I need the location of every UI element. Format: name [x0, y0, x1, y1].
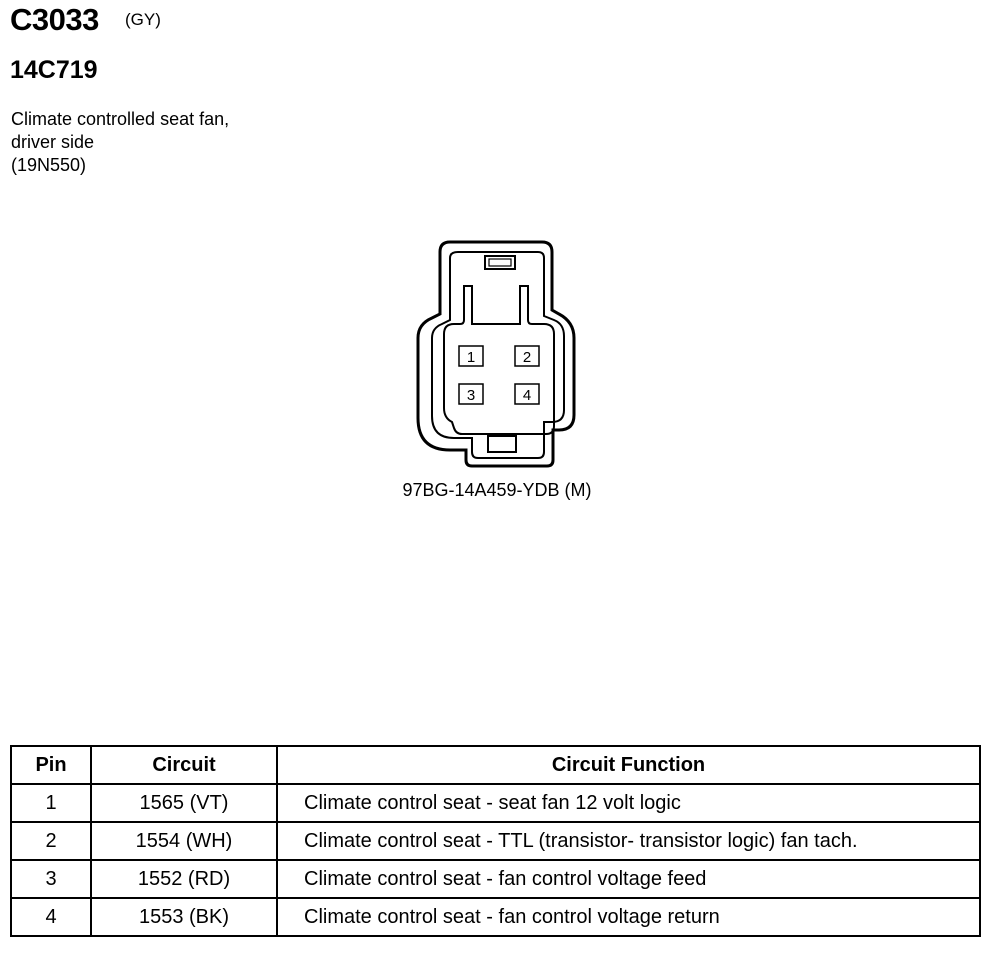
description-line: (19N550) — [11, 155, 87, 175]
column-header-pin: Pin — [11, 746, 91, 784]
connector-inner-outline — [432, 252, 564, 458]
table-row — [11, 860, 980, 898]
pin-cell: 4 — [11, 898, 91, 936]
circuit-cell: 1554 (WH) — [91, 822, 277, 860]
pin-label: 2 — [522, 349, 532, 366]
description-line: Climate controlled seat fan, — [11, 109, 230, 129]
key-notch — [488, 436, 516, 452]
table-row — [11, 784, 980, 822]
column-header-circuit: Circuit — [91, 746, 277, 784]
pin-cell: 3 — [11, 860, 91, 898]
description-line: driver side — [11, 132, 95, 152]
connector-face-diagram — [414, 238, 578, 470]
function-cell: Climate control seat - fan control voltage feed — [277, 860, 980, 898]
pin-label: 1 — [466, 349, 476, 366]
circuit-cell: 1553 (BK) — [91, 898, 277, 936]
function-cell: Climate control seat - seat fan 12 volt logic — [277, 784, 980, 822]
connector-color-code: (GY) — [125, 10, 161, 29]
table-header-row — [11, 746, 980, 784]
connector-id: C3033 — [10, 2, 99, 37]
column-header-circuit-function: Circuit Function — [277, 746, 980, 784]
table-row — [11, 898, 980, 936]
pin-label: 4 — [522, 387, 532, 404]
connector-part-label: 97BG-14A459-YDB (M) — [402, 480, 592, 500]
connector-description — [11, 108, 229, 177]
part-number: 14C719 — [10, 56, 98, 84]
pin-cell: 1 — [11, 784, 91, 822]
function-cell: Climate control seat - fan control voltage return — [277, 898, 980, 936]
circuit-cell: 1552 (RD) — [91, 860, 277, 898]
pin-label: 3 — [466, 387, 476, 404]
pin-function-table — [10, 745, 981, 937]
function-cell: Climate control seat - TTL (transistor- transistor logic) fan tach. — [277, 822, 980, 860]
circuit-cell: 1565 (VT) — [91, 784, 277, 822]
table-row — [11, 822, 980, 860]
pin-cell: 2 — [11, 822, 91, 860]
